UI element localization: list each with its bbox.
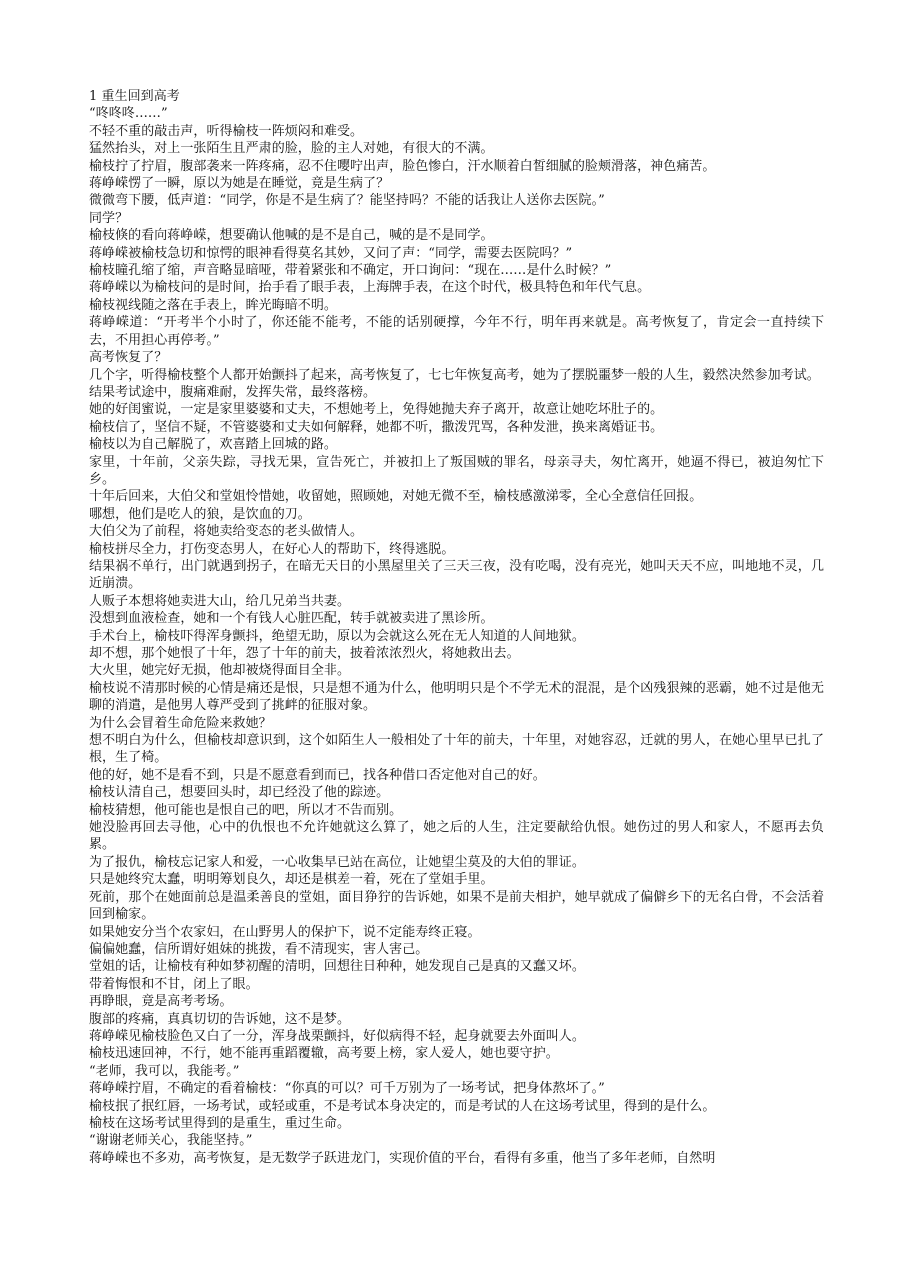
paragraph: 蒋峥嵘被榆枝急切和惊愕的眼神看得莫名其妙，又问了声：“同学，需要去医院吗？” [89, 245, 573, 261]
paragraph: “老师，我可以，我能考。” [89, 1063, 240, 1079]
paragraph: 他的好，她不是看不到，只是不愿意看到而已，找各种借口否定他对自己的好。 [89, 767, 546, 783]
paragraph: 蒋峥嵘也不多劝，高考恢复，是无数学子跃进龙门，实现价值的平台，看得有多重，他当了多年老师，自然明 [89, 1150, 716, 1166]
paragraph: 结果祸不单行，出门就遇到拐子，在暗无天日的小黑屋里关了三天三夜，没有吃喝，没有亮光，她叫天天不应，叫地地不灵，几近崩溃。 [89, 558, 824, 592]
paragraph: 她没脸再回去寻他，心中的仇恨也不允许她就这么算了，她之后的人生，注定要献给仇恨。她伤过的男人和家人，不愿再去负累。 [89, 820, 824, 853]
paragraph: 榆枝认清自己，想要回头时，却已经没了他的踪迹。 [89, 785, 390, 801]
paragraph: 偏偏她蠢，信所谓好姐妹的挑拨，看不清现实，害人害己。 [89, 941, 429, 957]
paragraph: “谢谢老师关心，我能坚持。” [89, 1133, 253, 1149]
paragraph: 榆枝信了，坚信不疑，不管婆婆和丈夫如何解释，她都不听，撒泼咒骂，各种发泄，换来离婚证书。 [89, 419, 664, 435]
paragraph: 她的好闺蜜说，一定是家里婆婆和丈夫，不想她考上，免得她抛夫弃子离开，故意让她吃坏肚子的。 [89, 402, 664, 418]
paragraph: 猛然抬头，对上一张陌生且严肃的脸，脸的主人对她，有很大的不满。 [89, 141, 494, 157]
paragraph: 手术台上，榆枝吓得浑身颤抖，绝望无助，原以为会就这么死在无人知道的人间地狱。 [89, 628, 585, 644]
paragraph: 榆枝抿了抿红唇，一场考试，或轻或重，不是考试本身决定的，而是考试的人在这场考试里，得到的是什么。 [89, 1098, 716, 1114]
paragraph: 蒋峥嵘以为榆枝问的是时间，抬手看了眼手表，上海牌手表，在这个时代，极具特色和年代气息。 [89, 280, 651, 296]
paragraph: 如果她安分当个农家妇，在山野男人的保护下，说不定能寿终正寝。 [89, 924, 481, 940]
document-body [89, 105, 824, 1167]
paragraph: 榆枝倏的看向蒋峥嵘，想要确认他喊的是不是自己，喊的是不是同学。 [89, 228, 494, 244]
paragraph: 为什么会冒着生命危险来救她？ [89, 715, 272, 731]
paragraph: 蒋峥嵘见榆枝脸色又白了一分，浑身战栗颤抖，好似病得不轻，起身就要去外面叫人。 [89, 1028, 585, 1044]
chapter-title: 1 重生回到高考 [89, 89, 180, 104]
paragraph: 蒋峥嵘道：“开考半个小时了，你还能不能考，不能的话别硬撑，今年不行，明年再来就是。高考恢复了，肯定会一直持续下去，不用担心再停考。” [89, 315, 824, 348]
paragraph: 榆枝视线随之落在手表上，眸光晦暗不明。 [89, 297, 337, 313]
paragraph: 却不想，那个她恨了十年，怨了十年的前夫，披着浓浓烈火，将她救出去。 [89, 646, 520, 661]
paragraph: 只是她终究太蠢，明明筹划良久，却还是棋差一着，死在了堂姐手里。 [89, 872, 494, 888]
paragraph: 几个字，听得榆枝整个人都开始颤抖了起来，高考恢复了，七七年恢复高考，她为了摆脱噩梦一般的人生，毅然决然参加考试。 [89, 367, 820, 383]
paragraph: 榆枝迅速回神，不行，她不能再重蹈覆辙，高考要上榜，家人爱人，她也要守护。 [89, 1046, 559, 1062]
paragraph: 同学？ [89, 210, 129, 226]
paragraph: 大伯父为了前程，将她卖给变态的老头做情人。 [89, 524, 364, 540]
paragraph: 不轻不重的敲击声，听得榆枝一阵烦闷和难受。 [89, 123, 364, 139]
paragraph: 死前，那个在她面前总是温柔善良的堂姐，面目狰狞的告诉她，如果不是前夫相护，她早就成了偏僻乡下的无名白骨，不会活着回到榆家。 [89, 889, 824, 923]
paragraph: 堂姐的话，让榆枝有种如梦初醒的清明，回想往日种种，她发现自己是真的又蠢又坏。 [89, 959, 585, 975]
paragraph: 没想到血液检查，她和一个有钱人心脏匹配，转手就被卖进了黑诊所。 [89, 611, 494, 627]
paragraph: 结果考试途中，腹痛难耐，发挥失常，最终落榜。 [89, 384, 377, 400]
paragraph: “咚咚咚……” [89, 106, 168, 122]
paragraph: 大火里，她完好无损，他却被烧得面目全非。 [89, 663, 351, 679]
paragraph: 榆枝在这场考试里得到的是重生，重过生命。 [89, 1115, 351, 1131]
paragraph: 榆枝以为自己解脱了，欢喜踏上回城的路。 [89, 437, 337, 453]
paragraph: 为了报仇，榆枝忘记家人和爱，一心收集早已站在高位，让她望尘莫及的大伯的罪证。 [89, 854, 585, 870]
paragraph: 腹部的疼痛，真真切切的告诉她，这不是梦。 [89, 1011, 351, 1027]
paragraph: 十年后回来，大伯父和堂姐怜惜她，收留她，照顾她，对她无微不至，榆枝感激涕零，全心全意信任回报。 [89, 489, 703, 505]
paragraph: 想不明白为什么，但榆枝却意识到，这个如陌生人一般相处了十年的前夫，十年里，对她容忍，迁就的男人，在她心里早已扎了根，生了椅。 [89, 733, 824, 766]
paragraph: 微微弯下腰，低声道：“同学，你是不是生病了？能坚持吗？不能的话我让人送你去医院。” [89, 193, 605, 209]
paragraph: 家里，十年前，父亲失踪，寻找无果，宣告死亡，并被扣上了叛国贼的罪名，母亲寻夫，匆忙离开，她逼不得已，被迫匆忙下乡。 [89, 454, 824, 487]
paragraph: 哪想，他们是吃人的狼，是饮血的刀。 [89, 506, 311, 522]
paragraph: 蒋峥嵘拧眉，不确定的看着榆枝：“你真的可以？可千万别为了一场考试，把身体熬坏了。” [89, 1081, 605, 1097]
paragraph: 榆枝拼尽全力，打伤变态男人，在好心人的帮助下，终得逃脱。 [89, 541, 455, 557]
paragraph: 榆枝拧了拧眉，腹部袭来一阵疼痛，忍不住嘤咛出声，脸色惨白，汗水顺着白皙细腻的脸颊滑落，神色痛苦。 [89, 158, 716, 174]
paragraph: 再睁眼，竟是高考考场。 [89, 994, 233, 1010]
paragraph: 带着悔恨和不甘，闭上了眼。 [89, 976, 259, 992]
paragraph: 榆枝说不清那时候的心情是痛还是恨，只是想不通为什么，他明明只是个不学无术的混混，是个凶残狠辣的恶霸，她不过是他无聊的消遣，是他男人尊严受到了挑衅的征服对象。 [89, 680, 824, 714]
paragraph: 蒋峥嵘愣了一瞬，原以为她是在睡觉，竟是生病了？ [89, 176, 390, 192]
document-page [89, 88, 824, 1167]
paragraph: 高考恢复了？ [89, 350, 168, 366]
paragraph: 人贩子本想将她卖进大山，给几兄弟当共妻。 [89, 593, 351, 609]
paragraph: 榆枝猜想，他可能也是恨自己的吧，所以才不告而别。 [89, 802, 403, 818]
paragraph: 榆枝瞳孔缩了缩，声音略显暗哑，带着紧张和不确定，开口询问：“现在……是什么时候？” [89, 263, 612, 279]
